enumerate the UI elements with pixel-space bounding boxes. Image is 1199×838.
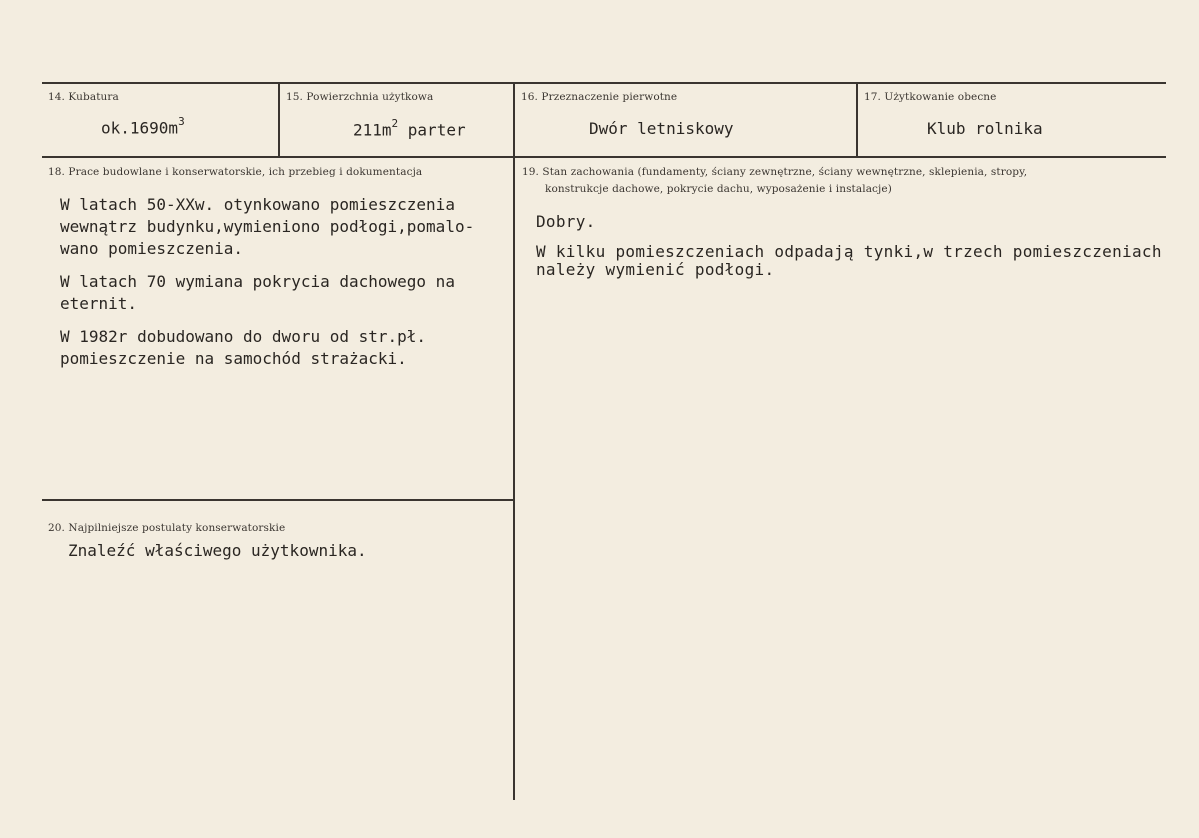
works-text: [60, 194, 510, 381]
works-line: pomieszczenie na samochód strażacki.: [60, 349, 407, 368]
field-16-value: Dwór letniskowy: [589, 119, 734, 138]
field-14-label: 14. Kubatura: [48, 91, 119, 103]
works-line: wewnątrz budynku,wymieniono podłogi,pomalo-: [60, 217, 475, 236]
condition-line: należy wymienić podłogi.: [536, 260, 775, 279]
row-divider: [42, 156, 1166, 158]
works-paragraph: [60, 194, 510, 260]
postulates-text: Znaleźć właściwego użytkownika.: [68, 541, 367, 560]
works-line: wano pomieszczenia.: [60, 239, 244, 258]
condition-paragraph: [536, 211, 1186, 233]
col-divider-3: [856, 82, 858, 158]
works-line: W latach 70 wymiana pokrycia dachowego na: [60, 272, 455, 291]
works-paragraph: [60, 271, 510, 315]
field-16-label: 16. Przeznaczenie pierwotne: [521, 91, 678, 103]
condition-text: [536, 211, 1186, 290]
works-paragraph: [60, 326, 510, 370]
col-divider-2: [513, 82, 515, 800]
section-19-label-line2: konstrukcje dachowe, pokrycie dachu, wyposażenie i instalacje): [545, 183, 892, 195]
works-line: W latach 50-XXw. otynkowano pomieszczenia: [60, 195, 455, 214]
section-divider: [42, 499, 514, 501]
field-17-label: 17. Użytkowanie obecne: [864, 91, 997, 103]
works-line: eternit.: [60, 294, 138, 313]
area-exponent: 2: [391, 117, 399, 130]
top-rule: [42, 82, 1166, 84]
condition-paragraph: [536, 243, 1186, 279]
section-20-label: 20. Najpilniejsze postulaty konserwatorskie: [48, 522, 286, 534]
works-line: W 1982r dobudowano do dworu od str.pł.: [60, 327, 427, 346]
field-15-value: [353, 119, 466, 139]
field-17-value: Klub rolnika: [927, 119, 1043, 138]
kubatura-exponent: 3: [178, 115, 185, 128]
area-suffix: parter: [398, 120, 466, 140]
field-14-value: [101, 117, 185, 137]
section-18-label: 18. Prace budowlane i konserwatorskie, ich przebieg i dokumentacja: [48, 166, 423, 178]
section-19-label-line1: 19. Stan zachowania (fundamenty, ściany zewnętrzne, ściany wewnętrzne, sklepienia, stropy,: [522, 166, 1028, 178]
condition-line: W kilku pomieszczeniach odpadają tynki,w trzech pomieszczeniach: [536, 242, 1162, 261]
kubatura-text: ok.1690m: [101, 118, 179, 138]
area-text: 211m: [353, 120, 392, 140]
condition-line: Dobry.: [536, 212, 596, 231]
field-15-label: 15. Powierzchnia użytkowa: [286, 91, 434, 103]
col-divider-1: [278, 82, 280, 158]
